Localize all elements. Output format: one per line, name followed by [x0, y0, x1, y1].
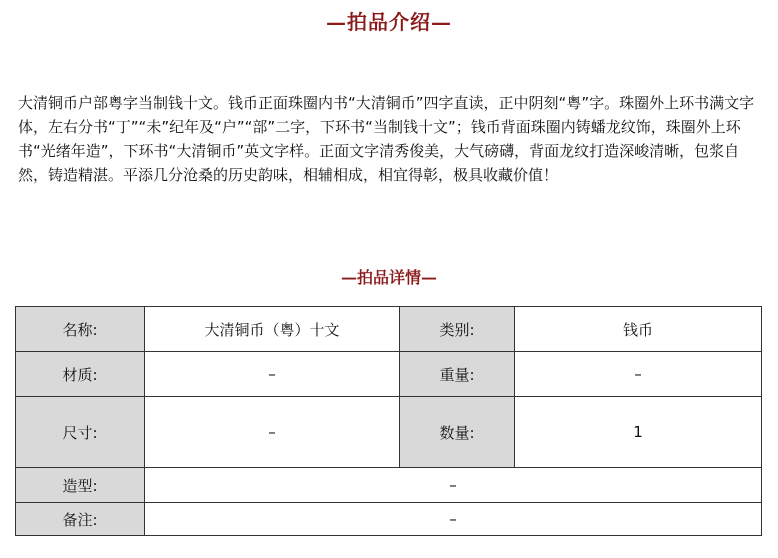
size-label: 尺寸:	[16, 397, 145, 468]
shape-label: 造型:	[16, 468, 145, 503]
table-row	[16, 397, 762, 468]
name-label: 名称:	[16, 307, 145, 352]
weight-value: –	[515, 352, 762, 397]
quantity-label: 数量:	[400, 397, 515, 468]
category-label: 类别:	[400, 307, 515, 352]
table-row	[16, 307, 762, 352]
weight-label: 重量:	[400, 352, 515, 397]
table-row	[16, 503, 762, 536]
material-label: 材质:	[16, 352, 145, 397]
table-row	[16, 352, 762, 397]
remark-value: –	[145, 503, 762, 536]
table-row	[16, 468, 762, 503]
shape-value: –	[145, 468, 762, 503]
details-table	[15, 306, 762, 536]
remark-label: 备注:	[16, 503, 145, 536]
details-title: —拍品详情—	[340, 268, 437, 287]
quantity-value: 1	[515, 397, 762, 468]
page-title: —拍品介绍—	[326, 10, 452, 34]
material-value: –	[145, 352, 400, 397]
category-value: 钱币	[515, 307, 762, 352]
name-value: 大清铜币（粤）十文	[145, 307, 400, 352]
size-value: –	[145, 397, 400, 468]
item-description: 大清铜币户部粤字当制钱十文。钱币正面珠圈内书“大清铜币”四字直读，正中阴刻“粤”字。珠圈外上环书满文字体，左右分书“丁”“未”纪年及“户”“部”二字，下环书“当制钱十文”；钱币背面珠圈内铸蟠龙纹饰，珠圈外上环书“光绪年造”，下环书“大清铜币”英文字样。正面文字清秀俊美，大气磅礴，背面龙纹打造深峻清晰，包浆自然，铸造精湛。平添几分沧桑的历史韵味，相辅相成，相宜得彰，极具收藏价值！	[18, 94, 755, 184]
